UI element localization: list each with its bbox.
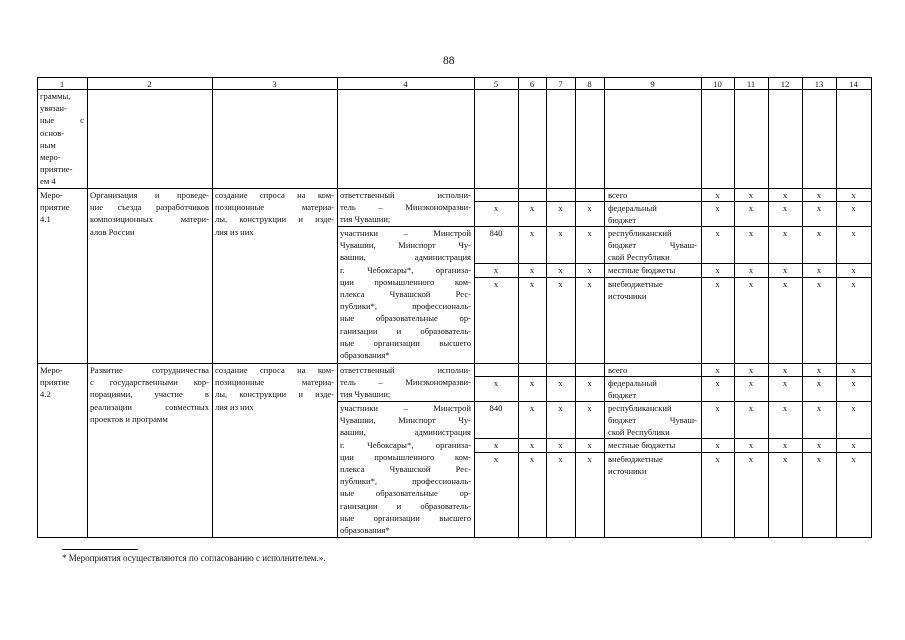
funding-source-label: всего [608,190,628,200]
indicator-cell: x [529,265,535,275]
participants: образования* [340,525,390,535]
funding-source-label: источники [608,466,647,477]
column-border [474,77,475,538]
event-name: реализации совместных [90,401,209,412]
funding-value: x [748,203,754,213]
continued-row-label: граммы, [40,91,71,101]
header-cell: 5 [493,78,499,89]
funding-value: x [816,279,822,289]
funding-value: x [816,440,822,450]
funding-value: x [851,228,856,238]
indicator-cell: x [558,203,563,213]
funding-value: x [816,265,822,275]
funding-source-label: федеральный [608,203,657,213]
participants: Чувашии, Минспорт Чу- [340,415,471,426]
participants: ные организации высшего [340,512,471,523]
participants: публики*, профессиональ- [340,301,471,312]
funding-value: x [748,454,754,464]
header-cell: 6 [529,78,535,89]
funding-value: x [782,279,788,289]
funding-value: x [816,454,822,464]
funding-value: x [851,378,856,388]
indicator-cell: x [529,228,535,238]
participants: ные образовательные ор- [340,313,471,324]
funding-value: x [715,228,720,238]
table-bottom-border [37,537,871,538]
participants: ганизации и образователь- [340,500,471,511]
expected-result: создание спроса на ком- [215,190,334,200]
indicator-cell: x [558,378,563,388]
expected-result: позиционные материа- [215,202,334,213]
indicator-cell: x [558,228,563,238]
column-border [518,77,519,538]
funding-value: x [748,190,754,200]
funding-source-label: бюджет [608,390,637,401]
indicator-cell: x [587,378,592,388]
header-cell: 9 [650,78,655,89]
continued-row-label: приятие- [40,164,73,175]
event-name: Развитие сотрудничества [90,365,209,375]
indicator-cell: x [558,403,563,413]
funding-value: x [782,378,788,388]
funding-source-label: бюджет Чуваш- [608,415,697,426]
indicator-cell: x [587,228,592,238]
funding-value: x [851,265,856,275]
header-cell: 10 [713,78,722,89]
participants: г. Чебоксары*, организа- [340,264,471,275]
indicator-cell: x [558,279,563,289]
participants: ции промышленного ком- [340,451,471,462]
indicator-cell: x [529,378,535,388]
event-name: проектов и программ [90,413,168,424]
funding-source-label: местные бюджеты [608,440,676,450]
event-name: алов России [90,226,135,237]
funding-source-label: федеральный [608,378,657,388]
event-number: 4.1 [40,214,51,225]
column-border [212,77,213,538]
indicator-cell: x [493,203,499,213]
participants: образования* [340,350,390,360]
indicator-cell: x [587,403,592,413]
footnote: * Мероприятия осуществляются по согласованию с исполнителем.». [62,553,326,563]
column-border [802,77,803,538]
funding-value: x [748,365,754,375]
funding-value: x [851,190,856,200]
funding-value: x [816,203,822,213]
indicator-cell: x [529,203,535,213]
participants: ции промышленного ком- [340,276,471,287]
indicator-cell: x [493,279,499,289]
participants: ные образовательные ор- [340,488,471,499]
participants: вашии, администрация [340,427,471,438]
continued-row-label: ем 4 [40,176,56,187]
funding-value: x [715,403,720,413]
indicator-cell: x [587,279,592,289]
indicator-cell: 840 [489,228,503,238]
funding-source-label: ской Республики [608,252,670,263]
column-border [37,77,38,538]
event-name: композиционных матери- [90,214,209,225]
indicator-cell: x [587,203,592,213]
column-border [604,77,605,538]
participants: плекса Чувашской Рес- [340,464,471,474]
funding-source-label: бюджет Чуваш- [608,240,697,251]
funding-source-label: республиканский [608,403,672,413]
header-cell: 2 [147,78,152,89]
funding-value: x [748,403,754,413]
indicator-cell: x [558,454,563,464]
funding-source-label: внебюджетные [608,279,663,289]
participants: ные организации высшего [340,337,471,348]
funding-value: x [715,454,720,464]
column-border [836,77,837,538]
column-border [546,77,547,538]
funding-value: x [715,203,720,213]
footnote-divider [62,549,138,550]
event-number: Меро- [40,365,63,375]
participants: участники – Минстрой [340,228,471,238]
funding-value: x [851,440,856,450]
continued-row-label: ные с [40,115,84,126]
funding-value: x [816,228,822,238]
funding-value: x [782,190,788,200]
participants: ганизации и образователь- [340,325,471,336]
funding-value: x [715,440,720,450]
participants: вашии, администрация [340,252,471,263]
funding-value: x [816,190,822,200]
column-border [337,77,338,538]
header-cell: 1 [59,78,65,89]
funding-value: x [782,228,788,238]
expected-result: лия из них [215,226,254,237]
funding-value: x [816,365,822,375]
indicator-cell: x [529,454,535,464]
indicator-cell: x [587,265,592,275]
funding-value: x [851,454,856,464]
expected-result: позиционные материа- [215,377,334,388]
funding-value: x [748,265,754,275]
funding-value: x [782,440,788,450]
indicator-cell: x [558,440,563,450]
participants: Чувашии, Минспорт Чу- [340,240,471,251]
event-number: приятие [40,377,70,388]
participants: г. Чебоксары*, организа- [340,439,471,450]
participants: плекса Чувашской Рес- [340,289,471,299]
column-border [871,77,872,538]
participants: участники – Минстрой [340,403,471,413]
indicator-cell: x [493,454,499,464]
header-cell: 11 [746,78,756,89]
continued-row-label: меро- [40,152,61,162]
funding-value: x [748,440,754,450]
funding-value: x [715,265,720,275]
indicator-cell: x [529,440,535,450]
responsible-executor: тель – Минэкономразви- [340,202,471,213]
event-number: приятие [40,202,70,213]
column-border [87,77,88,538]
funding-value: x [715,365,720,375]
column-border [734,77,735,538]
funding-value: x [782,203,788,213]
funding-source-label: республиканский [608,228,672,238]
continued-row-label: ным [40,139,56,150]
funding-value: x [782,454,788,464]
funding-value: x [816,403,822,413]
indicator-cell: x [493,265,499,275]
expected-result: лы, конструкции и изде- [215,214,334,225]
funding-value: x [816,378,822,388]
funding-value: x [851,279,856,289]
funding-value: x [782,265,788,275]
funding-value: x [748,279,754,289]
header-cell: 4 [403,78,408,89]
expected-result: создание спроса на ком- [215,365,334,375]
funding-value: x [782,365,788,375]
expected-result: лия из них [215,401,254,412]
header-cell: 12 [780,78,790,89]
header-cell: 3 [272,78,277,89]
column-border [575,77,576,538]
header-cell: 8 [587,78,592,89]
indicator-cell: x [587,440,592,450]
indicator-cell: 840 [489,403,503,413]
funding-source-label: местные бюджеты [608,265,676,275]
responsible-executor: ответственный исполни- [340,190,471,200]
page-number: 88 [443,55,455,67]
funding-value: x [851,403,856,413]
indicator-cell: x [587,454,592,464]
event-name: порациями, участие в [90,389,209,400]
event-name: с государственными кор- [90,377,209,388]
header-cell: 7 [558,78,563,89]
responsible-executor: ответственный исполни- [340,365,471,375]
funding-value: x [748,228,754,238]
event-number: 4.2 [40,389,51,400]
indicator-cell: x [558,265,563,275]
funding-source-label: ской Республики [608,427,670,438]
funding-value: x [715,190,720,200]
column-border [768,77,769,538]
event-number: Меро- [40,190,63,200]
responsible-executor: тия Чувашии; [340,214,391,225]
funding-source-label: внебюджетные [608,454,663,464]
event-name: ние съезда разработчиков [90,202,209,213]
expected-result: лы, конструкции и изде- [215,389,334,400]
funding-value: x [715,378,720,388]
funding-value: x [851,365,856,375]
funding-value: x [715,279,720,289]
funding-source-label: всего [608,365,628,375]
participants: публики*, профессиональ- [340,476,471,487]
indicator-cell: x [529,279,535,289]
funding-value: x [851,203,856,213]
header-cell: 14 [849,78,858,89]
funding-value: x [782,403,788,413]
funding-source-label: бюджет [608,215,637,226]
continued-row-label: основ- [40,127,65,138]
responsible-executor: тия Чувашии; [340,389,391,400]
event-name: Организация и проведе- [90,190,209,200]
indicator-cell: x [529,403,535,413]
header-cell: 13 [814,78,824,89]
funding-source-label: источники [608,291,647,302]
column-border [701,77,702,538]
indicator-cell: x [493,378,499,388]
funding-value: x [748,378,754,388]
responsible-executor: тель – Минэкономразви- [340,377,471,388]
continued-row-label: увязан- [40,103,67,114]
indicator-cell: x [493,440,499,450]
